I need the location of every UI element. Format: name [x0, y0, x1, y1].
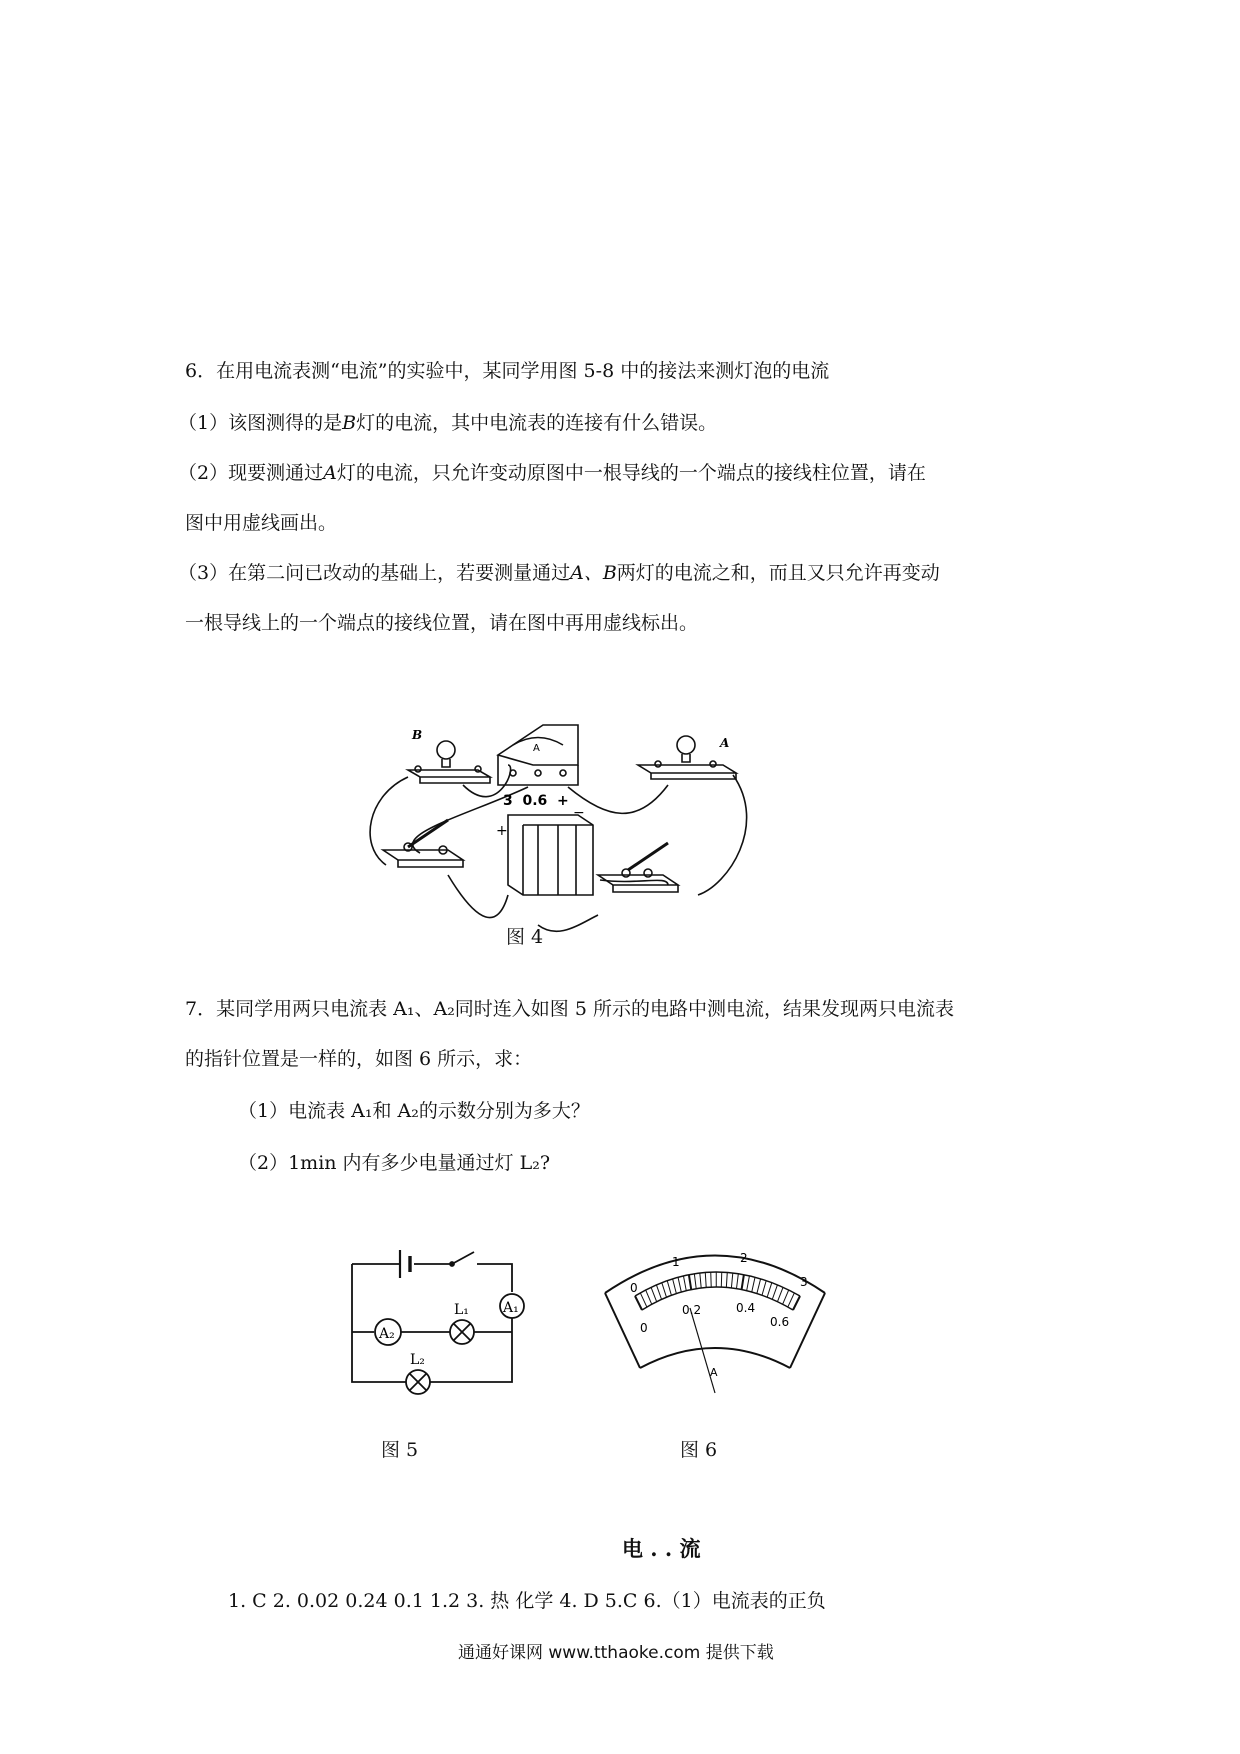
q7-part2: （2）1min 内有多少电量通过灯 L₂? — [238, 1152, 551, 1174]
q6-part2: （2）现要测通过A灯的电流，只允许变动原图中一根导线的一个端点的接线柱位置，请在 — [178, 462, 926, 484]
dial-top-2: 2 — [740, 1251, 748, 1265]
dial-ticks — [635, 1272, 800, 1310]
a2-label: A₂ — [379, 1326, 395, 1342]
figure-6-ammeter-dial — [600, 1228, 830, 1388]
dial-tick — [757, 1279, 761, 1294]
figure-5-circuit-schematic — [352, 1232, 532, 1382]
q6-stem: 6．在用电流表测“电流”的实验中，某同学用图 5-8 中的接法来测灯泡的电流 — [185, 360, 830, 382]
q6-part3: （3）在第二问已改动的基础上，若要测量通过A、B两灯的电流之和，而且又只允许再变动 — [178, 562, 940, 584]
l2-label: L₂ — [410, 1352, 425, 1368]
dial-tick — [694, 1274, 696, 1289]
battery-minus: − — [573, 805, 585, 821]
dial-tick — [667, 1281, 671, 1296]
dial-tick — [646, 1290, 652, 1304]
dial-tick — [777, 1287, 783, 1301]
dial-tick — [767, 1283, 772, 1298]
dial-tick — [726, 1272, 727, 1287]
q6-part1: （1）该图测得的是B灯的电流，其中电流表的连接有什么错误。 — [178, 412, 718, 434]
q7-part1: （1）电流表 A₁和 A₂的示数分别为多大？ — [238, 1100, 590, 1122]
dial-tick — [747, 1276, 750, 1291]
dial-unit: A — [710, 1366, 718, 1379]
dial-tick — [736, 1274, 738, 1289]
figure-4-caption: 图 4 — [506, 926, 544, 948]
dial-bottom-0: 0 — [640, 1321, 648, 1335]
dial-tick — [640, 1293, 647, 1307]
q7-stem: 7．某同学用两只电流表 A₁、A₂同时连入如图 5 所示的电路中测电流，结果发现两只电流表 — [185, 998, 954, 1020]
dial-tick — [731, 1273, 732, 1288]
dial-top-1: 1 — [672, 1255, 680, 1269]
dial-tick — [783, 1290, 789, 1304]
figure-4-circuit-drawing — [368, 725, 768, 955]
dial-tick — [700, 1273, 701, 1288]
dial-tick — [651, 1287, 657, 1301]
dial-top-3: 3 — [800, 1275, 808, 1289]
a1-label: A₁ — [503, 1300, 519, 1316]
q6-part3-cont: 一根导线上的一个端点的接线位置，请在图中再用虚线标出。 — [185, 612, 699, 634]
answers-title: 电 . . 流 — [622, 1536, 701, 1561]
dial-bottom-02: 0.2 — [682, 1303, 702, 1317]
dial-tick — [678, 1277, 681, 1292]
footer-download-note: 通通好课网 www.tthaoke.com 提供下载 — [458, 1643, 774, 1663]
answers-line-1: 1. C 2. 0.02 0.24 0.1 1.2 3. 热 化学 4. D 5.C 6.（1）电流表的正负 — [228, 1590, 826, 1612]
lamp-b-label: B — [412, 728, 423, 742]
dial-top-0: 0 — [630, 1281, 638, 1295]
dial-bottom-06: 0.6 — [770, 1315, 790, 1329]
ammeter-label: A — [533, 743, 540, 754]
figure-5-caption: 图 5 — [381, 1439, 419, 1461]
dial-tick — [705, 1272, 706, 1287]
dial-tick — [788, 1293, 795, 1307]
dial-tick — [742, 1275, 744, 1290]
figure-6-caption: 图 6 — [680, 1439, 718, 1461]
dial-tick — [772, 1285, 777, 1299]
l1-label: L₁ — [454, 1302, 469, 1318]
dial-tick — [752, 1277, 755, 1292]
dial-tick — [656, 1285, 661, 1299]
dial-bottom-04: 0.4 — [736, 1301, 756, 1315]
dial-tick — [683, 1276, 686, 1291]
dial-tick — [673, 1279, 677, 1294]
dial-tick — [793, 1296, 800, 1310]
ammeter-terminals: 3 0.6 + — [503, 793, 569, 809]
dial-tick — [662, 1283, 667, 1298]
battery-plus: + — [496, 823, 508, 839]
q6-part2-cont: 图中用虚线画出。 — [185, 512, 338, 534]
dial-tick — [762, 1281, 766, 1296]
lamp-a-label: A — [720, 736, 730, 750]
q7-stem-cont: 的指针位置是一样的，如图 6 所示，求： — [185, 1048, 533, 1070]
dial-tick — [689, 1275, 691, 1290]
dial-tick — [635, 1296, 642, 1310]
